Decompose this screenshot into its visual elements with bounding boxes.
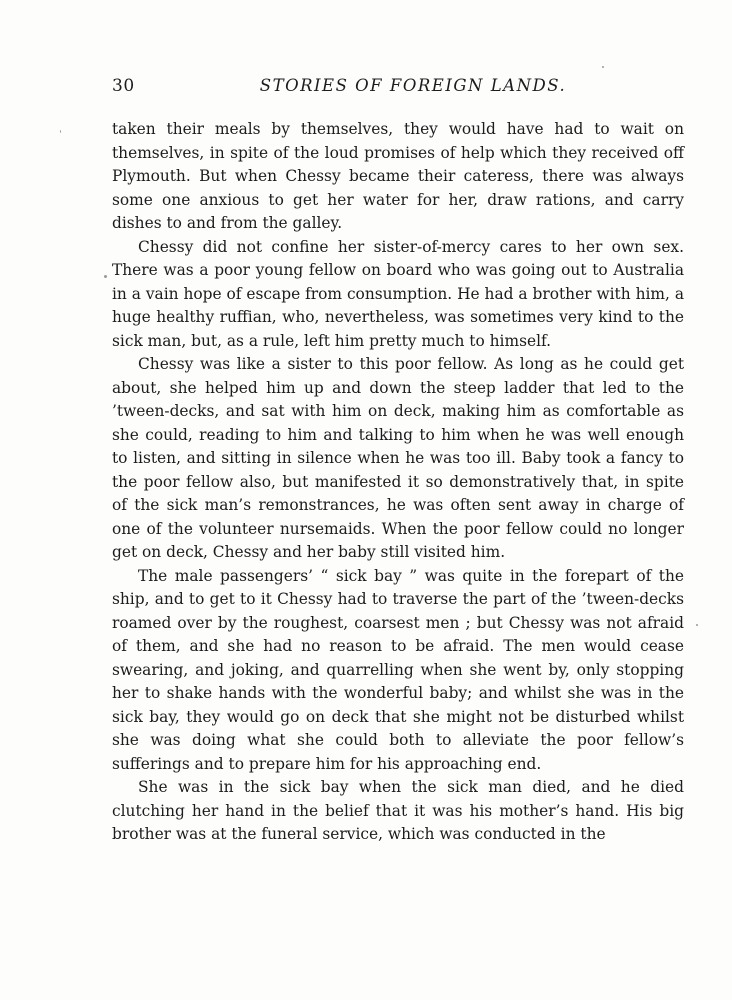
page-header [112,76,684,100]
paragraph-continued: taken their meals by themselves, they would have had to wait on themselves, in spite of the loud promises of help which they received off Plymouth. But when Chessy became their cateress, there was always some one anxious to get her water for her, draw rations, and carry dishes to and from the galley. [112,120,684,232]
scan-speck [602,66,604,68]
scan-speck [60,130,61,133]
paragraph: She was in the sick bay when the sick man died, and he died clutching her hand in the belief that it was his mother’s hand. His big brother was at the funeral service, which was conducted in the [112,778,684,843]
page-number: 30 [112,76,135,96]
scan-speck [104,275,107,278]
paragraph: Chessy did not confine her sister-of-mercy cares to her own sex. There was a poor young fellow on board who was going out to Australia in a vain hope of escape from consumption. He had a brother with him, a huge healthy ruffian, who, nevertheless, was sometimes very kind to the sick man, but, as a rule, left him pretty much to himself. [112,237,684,350]
paragraph: The male passengers’ “ sick bay ” was quite in the forepart of the ship, and to get to it Chessy had to traverse the part of the ’tween-decks roamed over by the roughest, coarsest men ; but Chessy was not afraid of them, and she had no reason to be afraid. The men would cease swearing, and joking, and quarrelling when she went by, only stopping her to shake hands with the wonderful baby; and whilst she was in the sick bay, they would go on deck that she might not be disturbed whilst she was doing what she could both to alleviate the poor fellow’s sufferings and to prepare him for his approaching end. [112,566,684,773]
paragraph: Chessy was like a sister to this poor fellow. As long as he could get about, she helped him up and down the steep ladder that led to the ’tween-decks, and sat with him on deck, making him as comfortable as she could, reading to him and talking to him when he was well enough to listen, and sitting in silence when he was too ill. Baby took a fancy to the poor fellow also, but manifested it so demonstratively that, in spite of the sick man’s remonstrances, he was often sent away in charge of one of the volunteer nursemaids. When the poor fellow could no longer get on deck, Chessy and her baby still visited him. [112,355,684,561]
page-body [112,118,684,847]
scan-speck [696,624,698,626]
running-title: STORIES OF FOREIGN LANDS. [259,76,567,95]
